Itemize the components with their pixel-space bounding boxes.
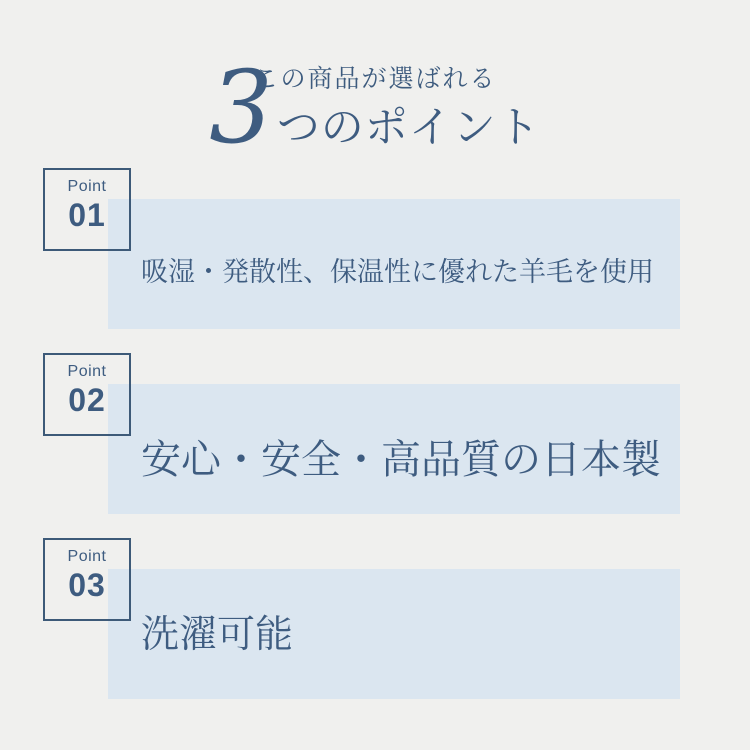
point-badge-label-2: Point (67, 363, 107, 380)
point-badge-1 (43, 168, 131, 251)
point-text-3: 洗濯可能 (141, 614, 294, 657)
point-badge-label-1: Point (67, 178, 107, 195)
point-badge-number-3: 03 (68, 567, 106, 603)
point-text-1: 吸湿・発散性、保温性に優れた羊毛を使用 (141, 257, 654, 288)
headline-number: 3 (209, 49, 273, 166)
point-section-2 (0, 353, 750, 516)
point-panel-1 (108, 199, 680, 329)
point-text-2: 安心・安全・高品質の日本製 (141, 437, 661, 482)
point-panel-2 (108, 384, 680, 514)
point-panel-3 (108, 569, 680, 699)
banner-subtitle: この商品が選ばれる (253, 66, 497, 93)
point-section-1 (0, 168, 750, 331)
point-badge-label-3: Point (67, 548, 107, 565)
point-badge-2 (43, 353, 131, 436)
banner-headline (0, 49, 750, 166)
point-badge-number-2: 02 (68, 382, 106, 418)
headline-text: つのポイント (276, 105, 541, 152)
point-badge-number-1: 01 (68, 197, 106, 233)
point-badge-3 (43, 538, 131, 621)
point-section-3 (0, 538, 750, 701)
